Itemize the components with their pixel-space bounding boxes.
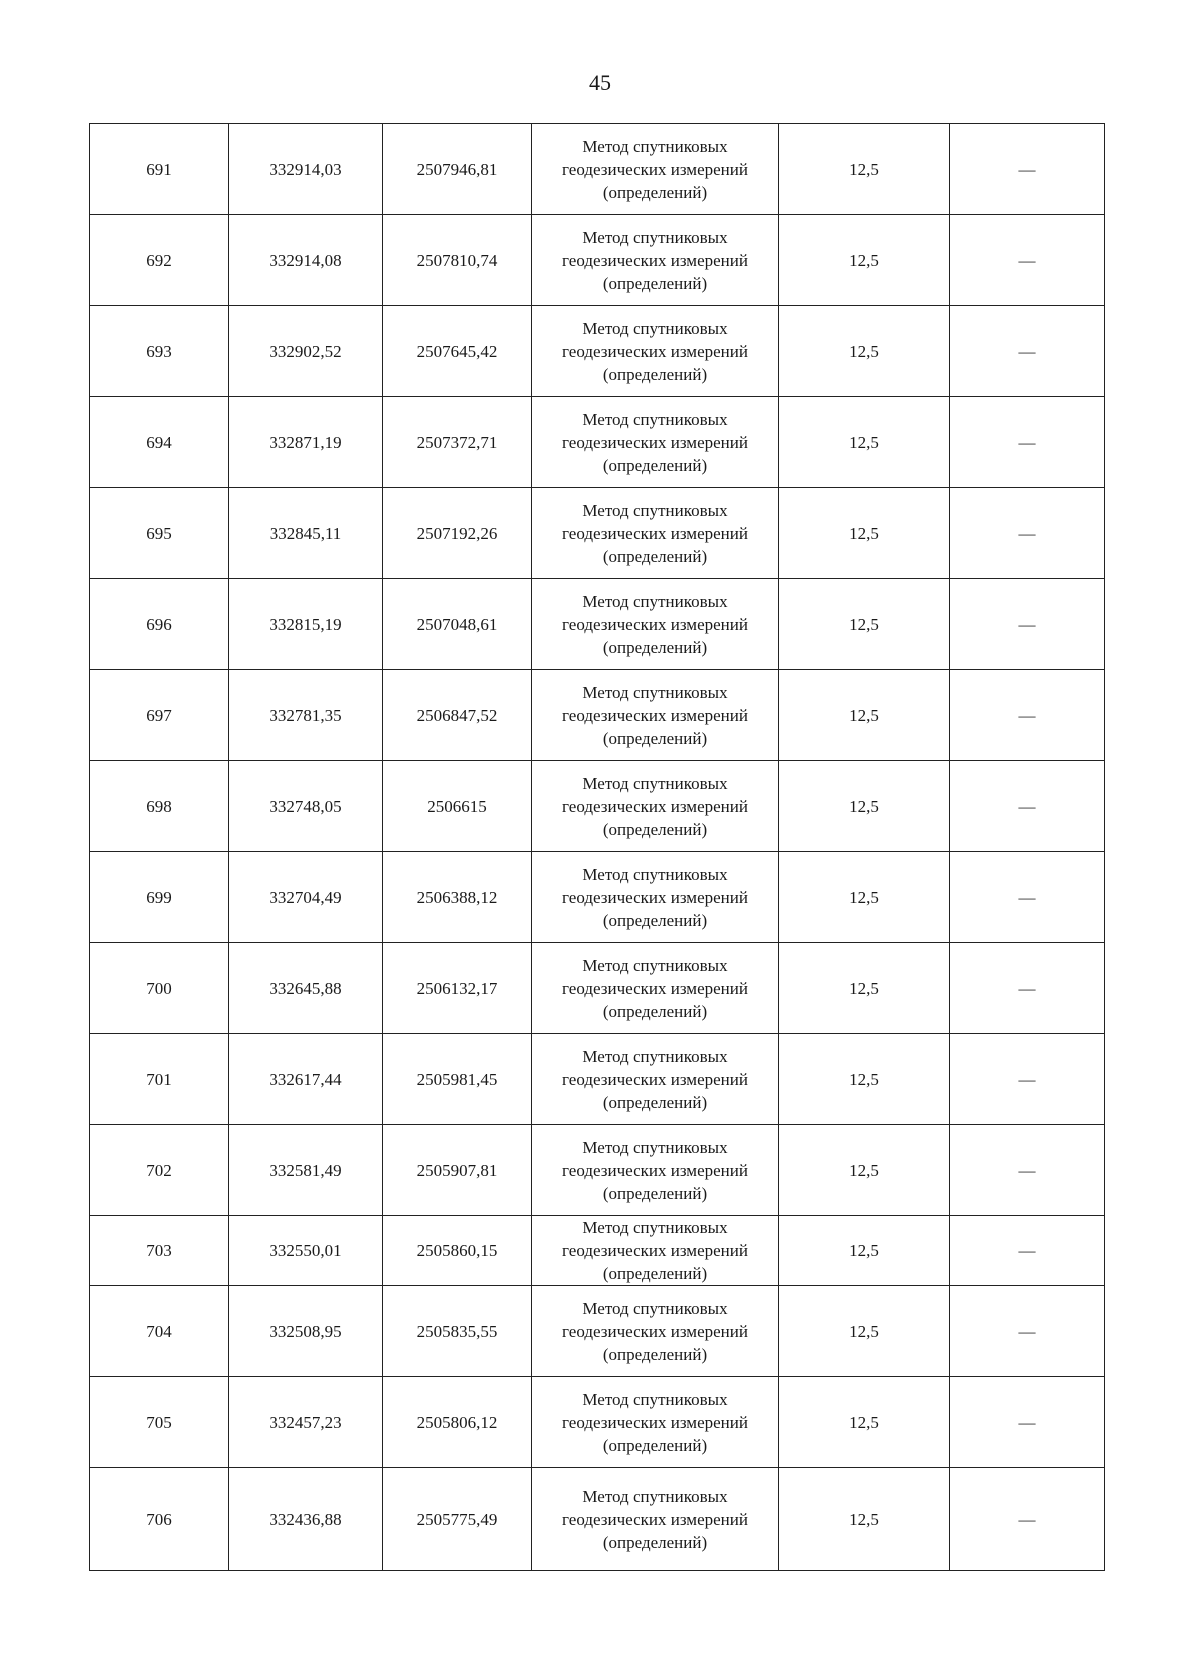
- point-number-cell: 705: [90, 1377, 229, 1468]
- point-number-cell: 691: [90, 124, 229, 215]
- accuracy-cell: 12,5: [779, 306, 950, 397]
- table-row: [90, 943, 1105, 1034]
- note-cell: —: [950, 761, 1105, 852]
- point-number-cell: 699: [90, 852, 229, 943]
- y-coordinate-cell: 2506847,52: [383, 670, 532, 761]
- x-coordinate-cell: 332748,05: [229, 761, 383, 852]
- x-coordinate-cell: 332704,49: [229, 852, 383, 943]
- method-cell: [532, 488, 779, 579]
- table-row: [90, 215, 1105, 306]
- note-cell: —: [950, 1377, 1105, 1468]
- method-cell: [532, 761, 779, 852]
- y-coordinate-cell: 2506388,12: [383, 852, 532, 943]
- method-line: Метод спутниковых: [582, 500, 728, 520]
- table-row: [90, 1125, 1105, 1216]
- accuracy-cell: 12,5: [779, 215, 950, 306]
- y-coordinate-cell: 2505775,49: [383, 1468, 532, 1571]
- y-coordinate-cell: 2507372,71: [383, 397, 532, 488]
- note-cell: —: [950, 124, 1105, 215]
- table-row: [90, 397, 1105, 488]
- method-cell: [532, 852, 779, 943]
- method-cell: [532, 215, 779, 306]
- method-line: Метод спутниковых: [582, 227, 728, 247]
- method-cell: [532, 1125, 779, 1216]
- method-line: (определений): [602, 1532, 708, 1552]
- note-cell: —: [950, 306, 1105, 397]
- table-row: [90, 1034, 1105, 1125]
- point-number-cell: 701: [90, 1034, 229, 1125]
- accuracy-cell: 12,5: [779, 761, 950, 852]
- method-line: геодезических измерений: [562, 1069, 748, 1089]
- method-line: геодезических измерений: [562, 432, 748, 452]
- method-line: (определений): [602, 819, 708, 839]
- method-line: Метод спутниковых: [582, 1486, 728, 1506]
- method-line: Метод спутниковых: [582, 1137, 728, 1157]
- method-line: (определений): [602, 1092, 708, 1112]
- table-row: [90, 1377, 1105, 1468]
- point-number-cell: 698: [90, 761, 229, 852]
- method-cell: [532, 1034, 779, 1125]
- note-cell: —: [950, 397, 1105, 488]
- accuracy-cell: 12,5: [779, 579, 950, 670]
- accuracy-cell: 12,5: [779, 1125, 950, 1216]
- note-cell: —: [950, 1468, 1105, 1571]
- point-number-cell: 697: [90, 670, 229, 761]
- accuracy-cell: 12,5: [779, 1286, 950, 1377]
- point-number-cell: 696: [90, 579, 229, 670]
- method-line: геодезических измерений: [562, 1241, 748, 1260]
- y-coordinate-cell: 2507192,26: [383, 488, 532, 579]
- y-coordinate-cell: 2506615: [383, 761, 532, 852]
- method-line: (определений): [602, 637, 708, 657]
- page-number: 45: [589, 70, 611, 95]
- coordinates-table: [89, 123, 1105, 1571]
- point-number-cell: 703: [90, 1216, 229, 1286]
- method-cell: [532, 579, 779, 670]
- accuracy-cell: 12,5: [779, 1034, 950, 1125]
- method-line: геодезических измерений: [562, 250, 748, 270]
- method-line: Метод спутниковых: [582, 682, 728, 702]
- method-line: геодезических измерений: [562, 1509, 748, 1529]
- point-number-cell: 695: [90, 488, 229, 579]
- method-line: (определений): [602, 364, 708, 384]
- method-line: Метод спутниковых: [582, 955, 728, 975]
- note-cell: —: [950, 1216, 1105, 1286]
- x-coordinate-cell: 332550,01: [229, 1216, 383, 1286]
- note-cell: —: [950, 488, 1105, 579]
- y-coordinate-cell: 2507048,61: [383, 579, 532, 670]
- table-row: [90, 761, 1105, 852]
- x-coordinate-cell: 332781,35: [229, 670, 383, 761]
- y-coordinate-cell: 2507946,81: [383, 124, 532, 215]
- note-cell: —: [950, 852, 1105, 943]
- method-line: Метод спутниковых: [582, 318, 728, 338]
- x-coordinate-cell: 332815,19: [229, 579, 383, 670]
- point-number-cell: 692: [90, 215, 229, 306]
- y-coordinate-cell: 2505835,55: [383, 1286, 532, 1377]
- note-cell: —: [950, 943, 1105, 1034]
- method-line: (определений): [602, 546, 708, 566]
- method-line: (определений): [602, 910, 708, 930]
- table-row: [90, 1216, 1105, 1286]
- method-line: геодезических измерений: [562, 887, 748, 907]
- method-line: Метод спутниковых: [582, 1389, 728, 1409]
- method-line: геодезических измерений: [562, 614, 748, 634]
- method-line: (определений): [602, 1001, 708, 1021]
- x-coordinate-cell: 332914,08: [229, 215, 383, 306]
- point-number-cell: 693: [90, 306, 229, 397]
- method-line: геодезических измерений: [562, 1160, 748, 1180]
- x-coordinate-cell: 332508,95: [229, 1286, 383, 1377]
- accuracy-cell: 12,5: [779, 1377, 950, 1468]
- method-line: (определений): [602, 273, 708, 293]
- y-coordinate-cell: 2507645,42: [383, 306, 532, 397]
- accuracy-cell: 12,5: [779, 943, 950, 1034]
- accuracy-cell: 12,5: [779, 670, 950, 761]
- table-row: [90, 306, 1105, 397]
- point-number-cell: 702: [90, 1125, 229, 1216]
- method-line: (определений): [602, 1264, 708, 1283]
- method-line: геодезических измерений: [562, 978, 748, 998]
- y-coordinate-cell: 2505981,45: [383, 1034, 532, 1125]
- x-coordinate-cell: 332645,88: [229, 943, 383, 1034]
- method-line: геодезических измерений: [562, 705, 748, 725]
- table-row: [90, 488, 1105, 579]
- x-coordinate-cell: 332871,19: [229, 397, 383, 488]
- method-line: Метод спутниковых: [582, 409, 728, 429]
- method-line: Метод спутниковых: [582, 1046, 728, 1066]
- x-coordinate-cell: 332617,44: [229, 1034, 383, 1125]
- method-cell: [532, 1377, 779, 1468]
- table-row: [90, 1468, 1105, 1571]
- method-line: (определений): [602, 455, 708, 475]
- accuracy-cell: 12,5: [779, 124, 950, 215]
- method-line: Метод спутниковых: [582, 1218, 728, 1237]
- accuracy-cell: 12,5: [779, 852, 950, 943]
- method-cell: [532, 306, 779, 397]
- method-line: геодезических измерений: [562, 341, 748, 361]
- method-line: геодезических измерений: [562, 523, 748, 543]
- method-line: геодезических измерений: [562, 159, 748, 179]
- note-cell: —: [950, 1034, 1105, 1125]
- note-cell: —: [950, 215, 1105, 306]
- table-row: [90, 852, 1105, 943]
- method-line: (определений): [602, 728, 708, 748]
- y-coordinate-cell: 2505907,81: [383, 1125, 532, 1216]
- method-line: (определений): [602, 1344, 708, 1364]
- method-line: (определений): [602, 1435, 708, 1455]
- method-line: Метод спутниковых: [582, 136, 728, 156]
- table-row: [90, 1286, 1105, 1377]
- table-row: [90, 670, 1105, 761]
- accuracy-cell: 12,5: [779, 488, 950, 579]
- note-cell: —: [950, 670, 1105, 761]
- y-coordinate-cell: 2507810,74: [383, 215, 532, 306]
- method-line: геодезических измерений: [562, 796, 748, 816]
- x-coordinate-cell: 332436,88: [229, 1468, 383, 1571]
- point-number-cell: 700: [90, 943, 229, 1034]
- method-cell: [532, 1468, 779, 1571]
- method-line: геодезических измерений: [562, 1412, 748, 1432]
- y-coordinate-cell: 2506132,17: [383, 943, 532, 1034]
- point-number-cell: 706: [90, 1468, 229, 1571]
- method-line: (определений): [602, 1183, 708, 1203]
- method-cell: [532, 1216, 779, 1286]
- note-cell: —: [950, 579, 1105, 670]
- point-number-cell: 704: [90, 1286, 229, 1377]
- note-cell: —: [950, 1286, 1105, 1377]
- accuracy-cell: 12,5: [779, 1216, 950, 1286]
- x-coordinate-cell: 332581,49: [229, 1125, 383, 1216]
- method-cell: [532, 124, 779, 215]
- method-cell: [532, 943, 779, 1034]
- y-coordinate-cell: 2505860,15: [383, 1216, 532, 1286]
- accuracy-cell: 12,5: [779, 397, 950, 488]
- table-row: [90, 124, 1105, 215]
- x-coordinate-cell: 332457,23: [229, 1377, 383, 1468]
- note-cell: —: [950, 1125, 1105, 1216]
- accuracy-cell: 12,5: [779, 1468, 950, 1571]
- method-line: Метод спутниковых: [582, 591, 728, 611]
- point-number-cell: 694: [90, 397, 229, 488]
- method-cell: [532, 397, 779, 488]
- x-coordinate-cell: 332845,11: [229, 488, 383, 579]
- table-row: [90, 579, 1105, 670]
- method-line: Метод спутниковых: [582, 1298, 728, 1318]
- method-line: (определений): [602, 182, 708, 202]
- x-coordinate-cell: 332914,03: [229, 124, 383, 215]
- method-cell: [532, 1286, 779, 1377]
- method-line: геодезических измерений: [562, 1321, 748, 1341]
- method-cell: [532, 670, 779, 761]
- y-coordinate-cell: 2505806,12: [383, 1377, 532, 1468]
- x-coordinate-cell: 332902,52: [229, 306, 383, 397]
- method-line: Метод спутниковых: [582, 864, 728, 884]
- method-line: Метод спутниковых: [582, 773, 728, 793]
